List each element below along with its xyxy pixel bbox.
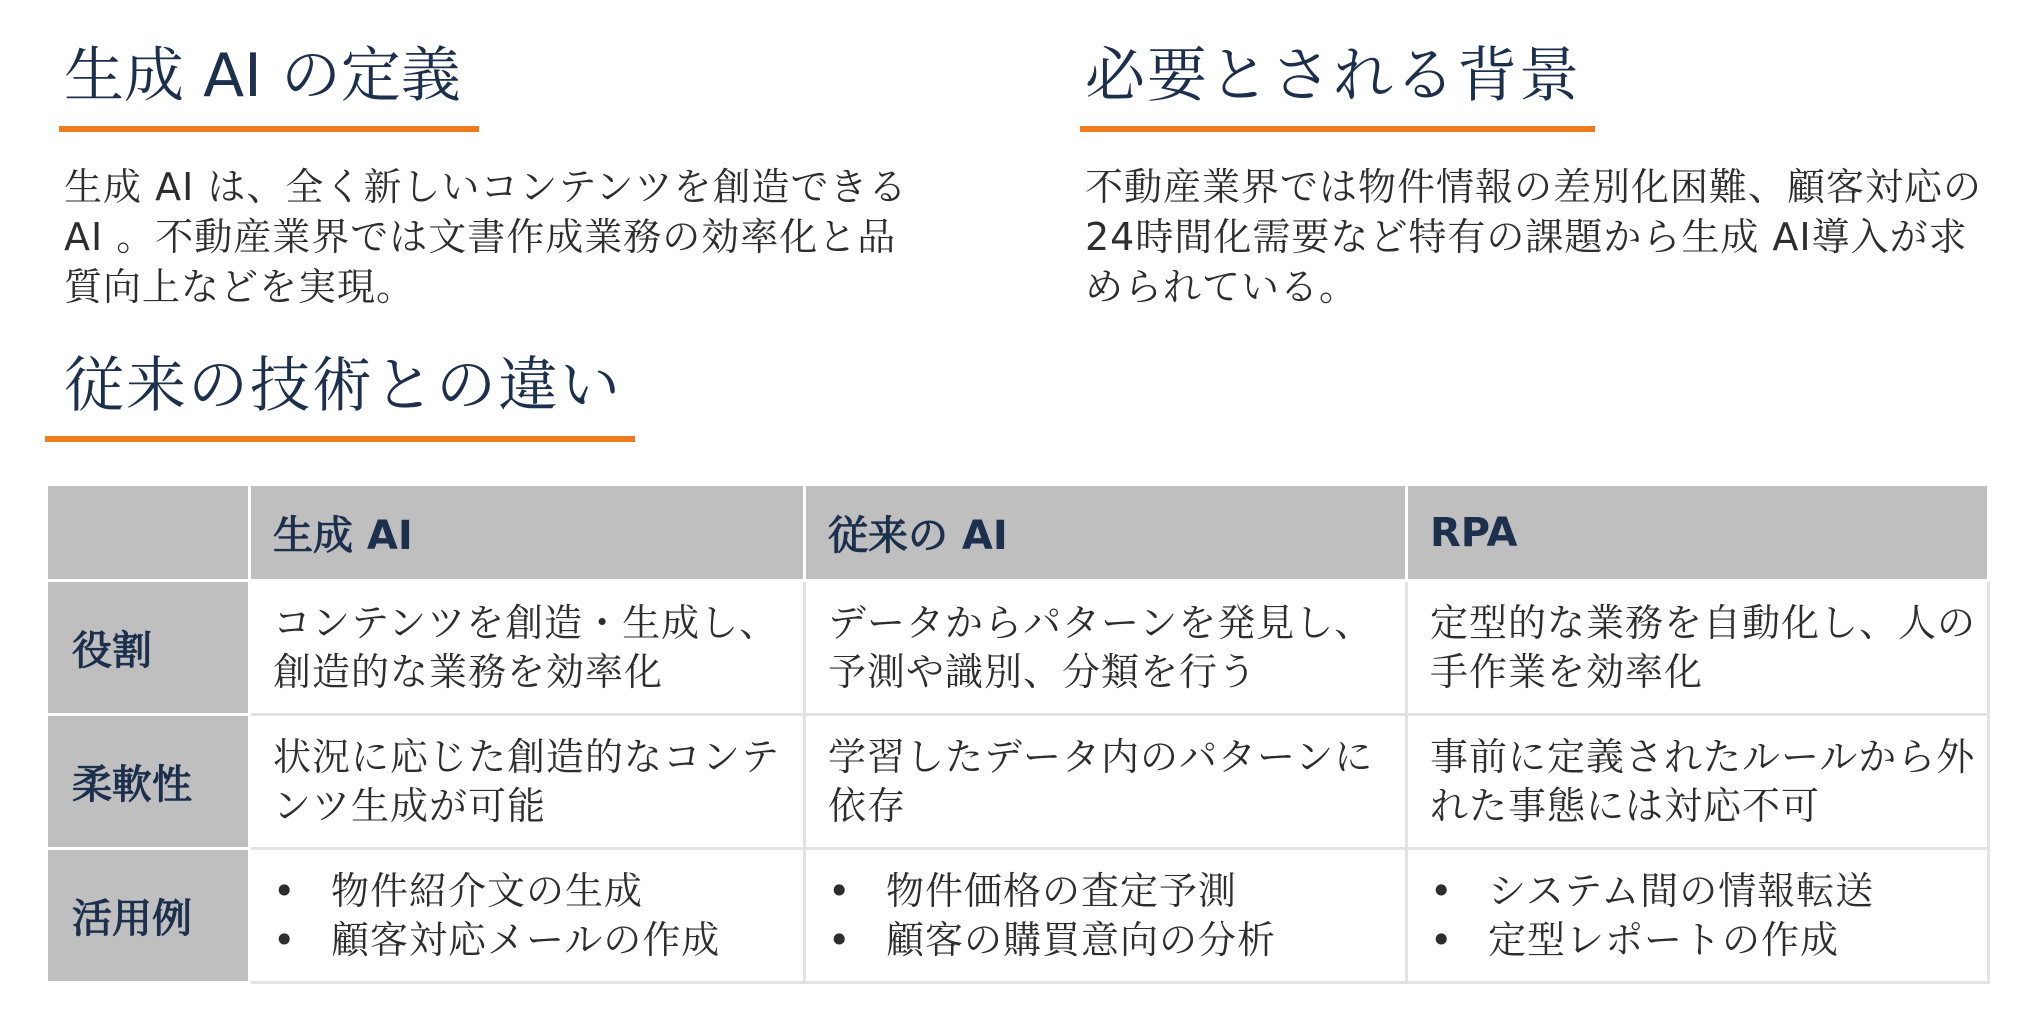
definition-title: 生成 AI の定義 [64,41,461,111]
cell-use-cases-traditional-ai [805,849,1407,983]
definition-body: 生成 AI は、全く新しいコンテンツを創造できる AI 。不動産業界では文書作成業務の効率化と品質向上などを実現。 [64,165,908,309]
row-label-role: 役割 [47,581,250,715]
comparison-title-underline [45,436,635,442]
column-header-rpa: RPA [1407,485,1989,581]
cell-use-cases-generative-ai [250,849,805,983]
list-item: • システム間の情報転送 [1430,867,1977,916]
list-item: • 顧客対応メールの作成 [273,916,793,965]
cell-flexibility-traditional-ai: 学習したデータ内のパターンに依存 [805,715,1407,849]
row-label-use-cases: 活用例 [47,849,250,983]
table-row-flexibility [47,715,1989,849]
column-header-traditional-ai: 従来の AI [805,485,1407,581]
column-header-generative-ai: 生成 AI [250,485,805,581]
table-row-use-cases [47,849,1989,983]
list-item: • 物件価格の査定予測 [828,867,1395,916]
row-label-flexibility: 柔軟性 [47,715,250,849]
cell-role-generative-ai: コンテンツを創造・生成し、創造的な業務を効率化 [250,581,805,715]
table-corner-cell [47,485,250,581]
comparison-table [45,483,1990,984]
cell-use-cases-rpa [1407,849,1989,983]
list-item: • 物件紹介文の生成 [273,867,793,916]
use-case-list [828,867,1395,965]
list-item: • 顧客の購買意向の分析 [828,916,1395,965]
background-title-underline [1080,126,1595,132]
cell-flexibility-rpa: 事前に定義されたルールから外れた事態には対応不可 [1407,715,1989,849]
cell-flexibility-generative-ai: 状況に応じた創造的なコンテンツ生成が可能 [250,715,805,849]
definition-title-underline [59,126,479,132]
use-case-list [273,867,793,965]
cell-role-rpa: 定型的な業務を自動化し、人の手作業を効率化 [1407,581,1989,715]
comparison-title: 従来の技術との違い [64,351,622,421]
table-header-row [47,485,1989,581]
list-item: • 定型レポートの作成 [1430,916,1977,965]
table-row-role [47,581,1989,715]
background-title: 必要とされる背景 [1085,41,1581,111]
cell-role-traditional-ai: データからパターンを発見し、予測や識別、分類を行う [805,581,1407,715]
use-case-list [1430,867,1977,965]
background-body: 不動産業界では物件情報の差別化困難、顧客対応の24時間化需要など特有の課題から生成 AI導入が求められている。 [1085,165,1983,309]
